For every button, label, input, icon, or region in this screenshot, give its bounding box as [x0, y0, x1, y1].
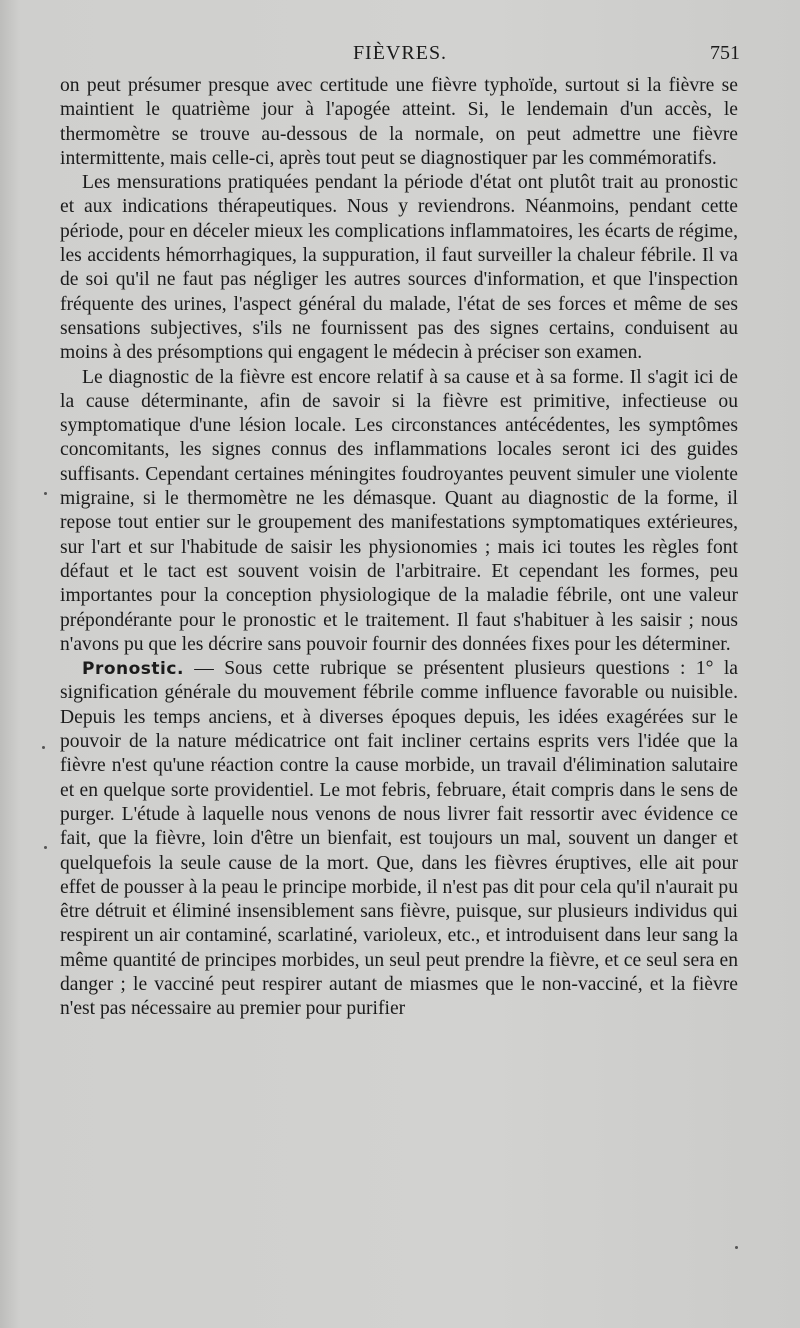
section-heading-pronostic: Pronostic. — [82, 659, 184, 680]
running-title: FIÈVRES. — [352, 42, 448, 64]
margin-speck — [735, 1246, 738, 1249]
page-number: 751 — [710, 42, 740, 64]
page-header — [60, 38, 740, 68]
paragraph-diagnostic: Le diagnostic de la fièvre est encore relatif à sa cause et à sa forme. Il s'agit ici de la cause déterminante, afin de savoir si la fièvre est primitive, infectieuse ou symptomatique d'une lésion locale. Les circonstances antécédentes, les symptômes concomitants, les signes connus des inflammations locales seront ici des guides suffisants. Cependant certaines méningites foudroyantes peuvent simuler une violente migraine, si le thermomètre ne les démasque. Quant au diagnostic de la forme, il repose tout entier sur le groupement des manifestations symptomatiques extérieures, sur l'art et sur l'habitude de saisir les physionomies ; mais ici toutes les règles font défaut et le tact est souvent voisin de l'arbitraire. Et cependant les formes, peu importantes pour la conception physiologique de la maladie fébrile, ont une valeur prépondérante pour le pronostic et le traitement. Il faut s'habituer à les saisir ; nous n'avons pu que les décrire sans pouvoir fournir des données fixes pour les déterminer. — [60, 366, 738, 655]
margin-speck — [44, 846, 47, 849]
body-text — [60, 74, 738, 1022]
paragraph-mensurations: Les mensurations pratiquées pendant la période d'état ont plutôt trait au pronostic et aux indications thérapeutiques. Nous y reviendrons. Néanmoins, pendant cette période, pour en déceler mieux les complications inflammatoires, les écarts de régime, les accidents hémorrhagiques, la suppuration, il faut surveiller la chaleur fébrile. Il va de soi qu'il ne faut pas négliger les autres sources d'information, et que l'inspection fréquente des urines, l'aspect général du malade, l'état de ses forces et même de ses sensations subjectives, s'ils ne fournissent pas des signes certains, conduisent au moins à des présomptions qui engagent le médecin à préciser son examen. — [60, 172, 738, 364]
margin-speck — [42, 746, 45, 749]
paragraph-continuation: on peut présumer presque avec certitude une fièvre typhoïde, surtout si la fièvre se maintient le quatrième jour à l'apogée atteint. Si, le lendemain d'un accès, le thermomètre se trouve au-dessous de la normale, on peut admettre une fièvre intermittente, mais celle-ci, après tout peut se diagnostiquer par les commémoratifs. — [60, 75, 738, 169]
pronostic-text: — Sous cette rubrique se présentent plusieurs questions : 1° la signification générale du mouvement fébrile comme influence favorable ou nuisible. Depuis les temps anciens, et à diverses époques depuis, les idées exagérées sur le pouvoir de la nature médicatrice ont fait incliner certains esprits vers l'idée que la fièvre n'est qu'une réaction contre la cause morbide, un travail d'élimination salutaire et en quelque sorte providentiel. Le mot febris, februare, était compris dans le sens de purger. L'étude à laquelle nous venons de nous livrer fait ressortir avec évidence ce fait, que la fièvre, loin d'être un bienfait, est toujours un mal, souvent un danger et quelquefois la seule cause de la mort. Que, dans les fièvres éruptives, elle ait pour effet de pousser à la peau le principe morbide, il n'est pas dit pour cela qu'il n'aurait pu être détruit et éliminé insensiblement sans fièvre, puisque, sur plusieurs individus qui respirent un air contaminé, scarlatiné, varioleux, etc., et introduisent dans leur sang la même quantité de principes morbides, un seul peut prendre la fièvre, et ce seul sera en danger ; le vacciné peut respirer autant de miasmes que le non-vacciné, et la fièvre n'est pas nécessaire au premier pour purifier — [60, 658, 738, 1020]
paragraph-pronostic — [60, 657, 738, 1021]
margin-speck — [44, 492, 47, 495]
